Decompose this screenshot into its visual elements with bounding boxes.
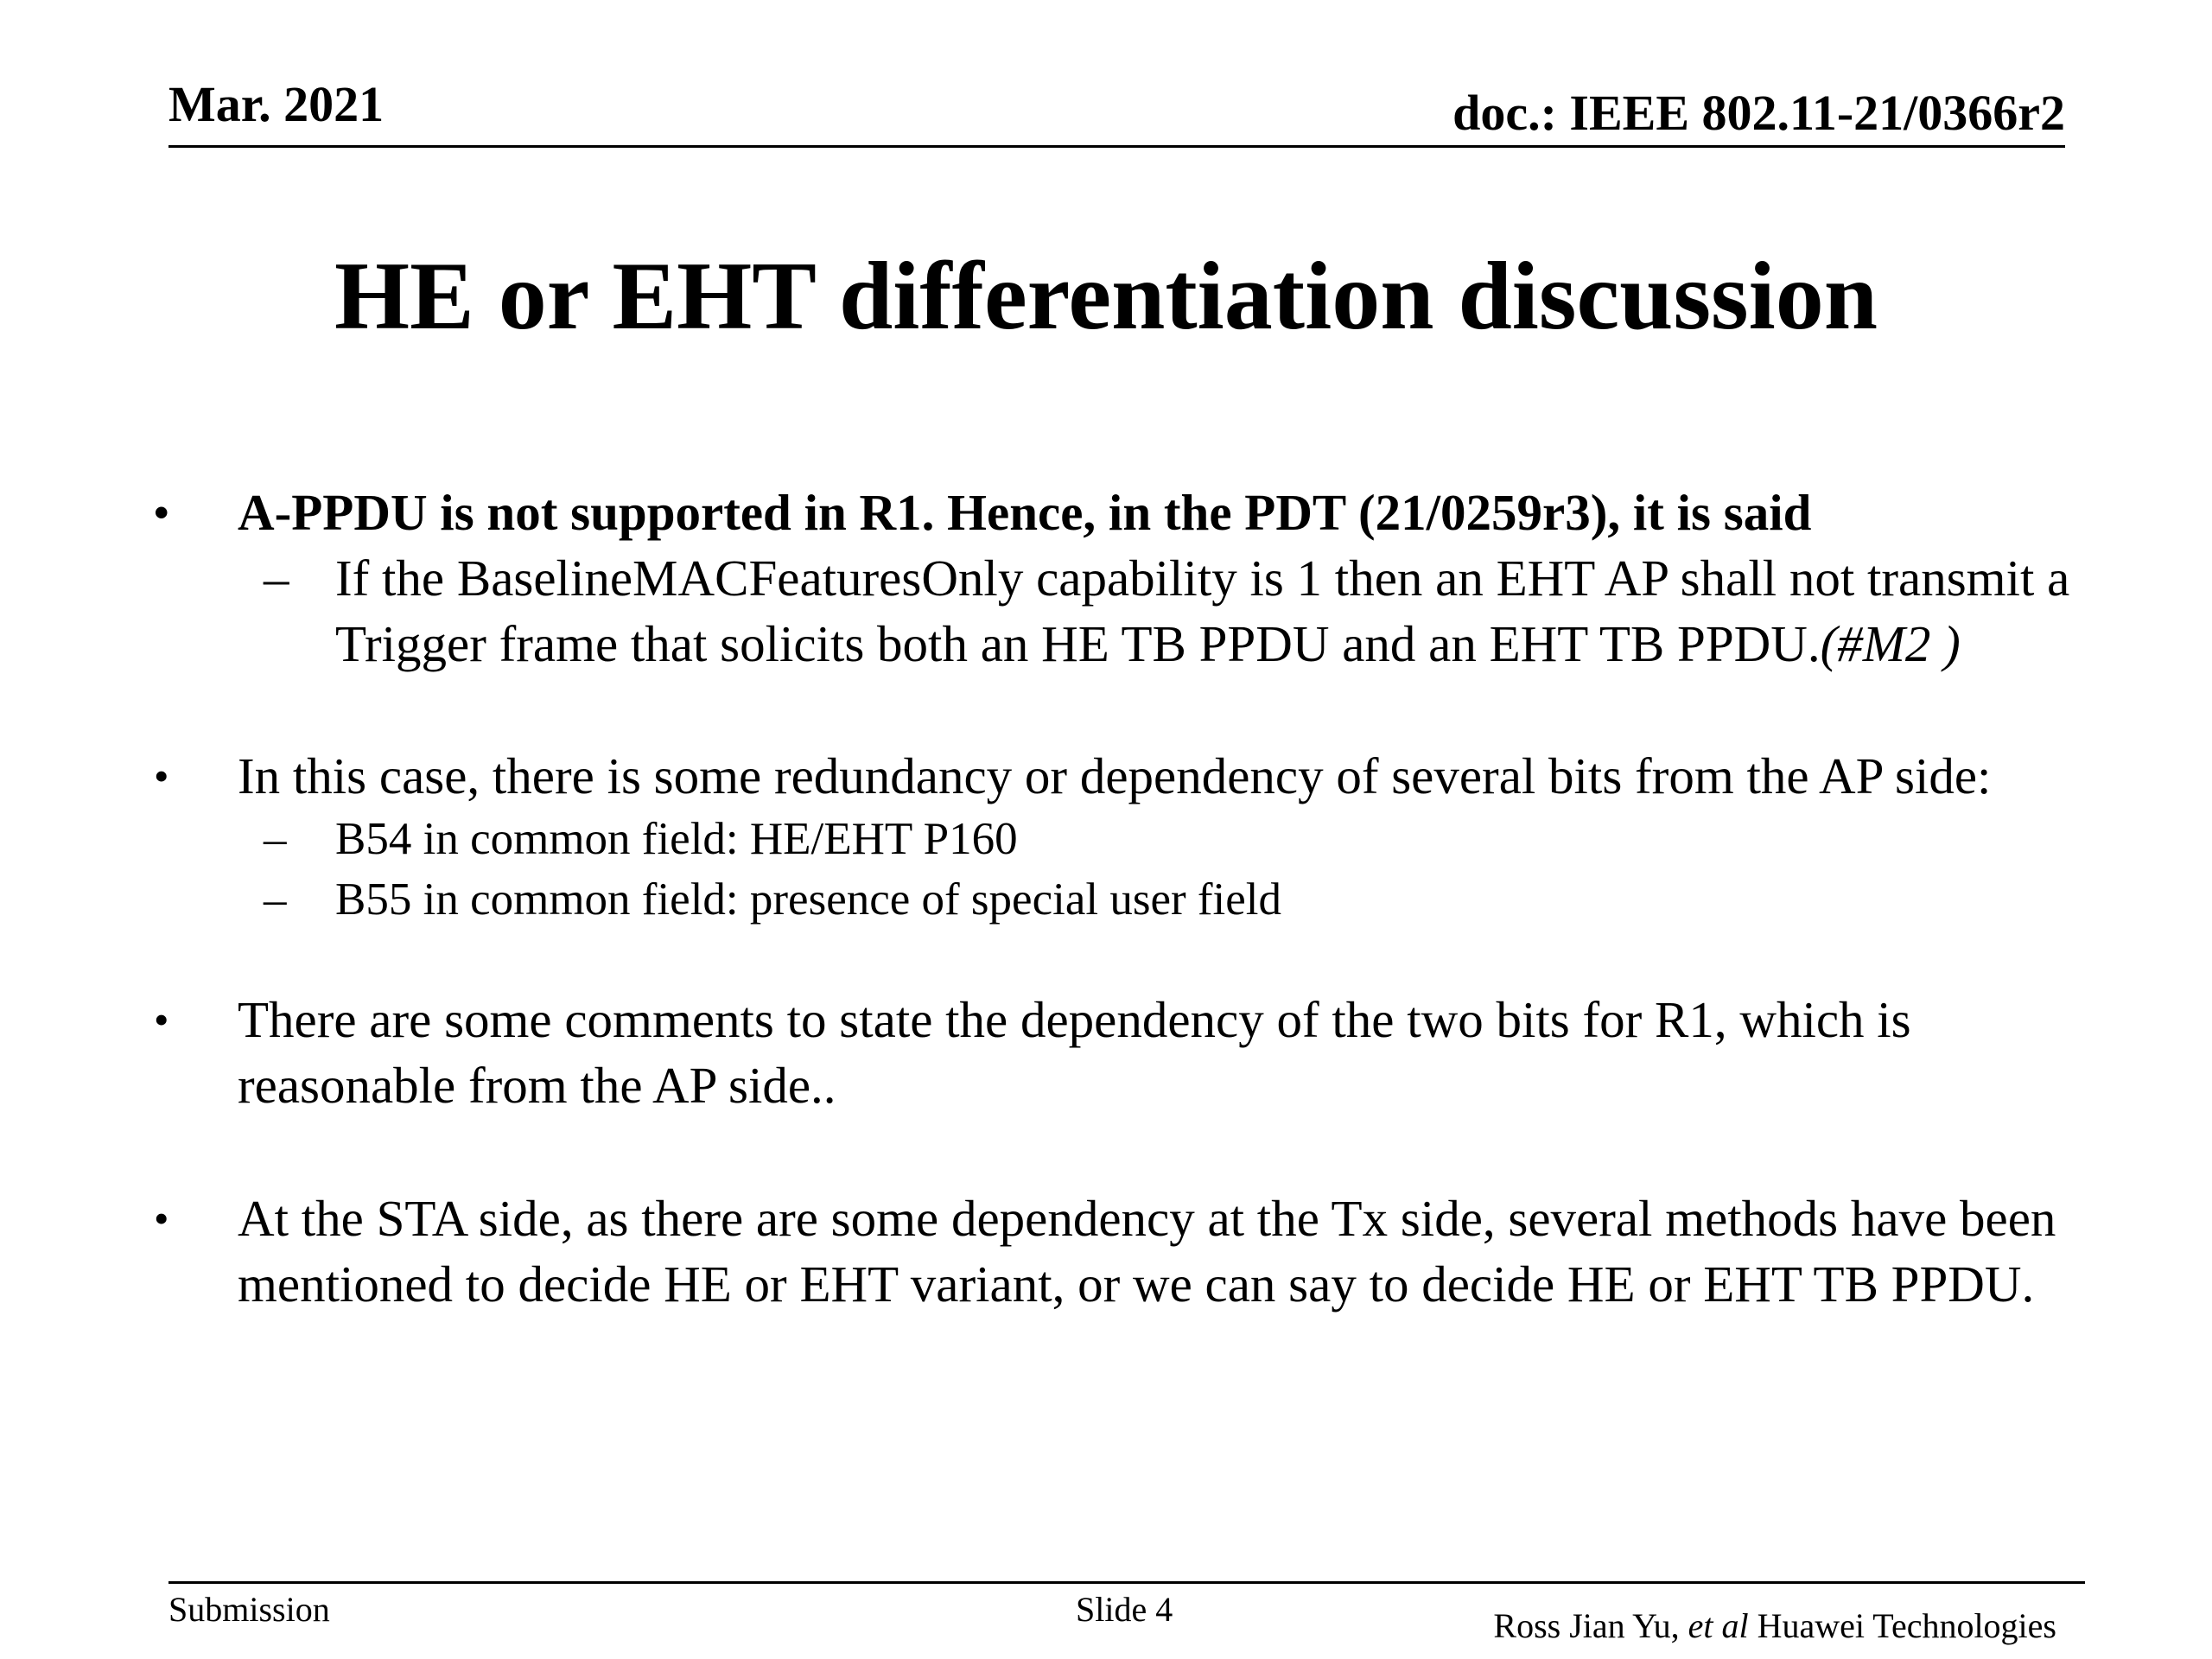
spacer bbox=[147, 1118, 2082, 1185]
header-rule bbox=[168, 145, 2065, 148]
header-doc-id: doc.: IEEE 802.11-21/0366r2 bbox=[1452, 85, 2065, 141]
bullet-2-sub-1-text: B54 in common field: HE/EHT P160 bbox=[335, 814, 1018, 864]
bullet-2-sub-2-text: B55 in common field: presence of special user field bbox=[335, 874, 1281, 925]
sub-marker: – bbox=[264, 874, 287, 925]
bullet-1-sub-1 bbox=[147, 545, 2082, 677]
bullet-1 bbox=[147, 480, 2082, 545]
footer-rule bbox=[168, 1581, 2085, 1584]
footer-author bbox=[1493, 1606, 2056, 1645]
bullet-3-text: There are some comments to state the dependency of the two bits for R1, which is reasonable from the AP side.. bbox=[238, 991, 1911, 1114]
footer-slide-number: Slide 4 bbox=[1076, 1590, 1173, 1629]
sub-marker: – bbox=[264, 814, 287, 864]
bullet-2-text: In this case, there is some redundancy or dependency of several bits from the AP side: bbox=[238, 747, 1992, 804]
footer-submission: Submission bbox=[168, 1590, 330, 1629]
bullet-2-sub-2 bbox=[147, 869, 2082, 930]
bullet-1-sub-1-tag: (#M2 ) bbox=[1820, 615, 1961, 672]
bullet-2-sub-1 bbox=[147, 809, 2082, 869]
bullet-4-text: At the STA side, as there are some dependency at the Tx side, several methods have been mentioned to decide HE or EHT variant, or we can say to decide HE or EHT TB PPDU. bbox=[238, 1190, 2056, 1313]
slide-body bbox=[147, 480, 2082, 1317]
sub-marker: – bbox=[264, 550, 289, 607]
bullet-marker: • bbox=[154, 488, 169, 537]
spacer bbox=[147, 930, 2082, 987]
bullet-3 bbox=[147, 987, 2082, 1118]
spacer bbox=[147, 677, 2082, 743]
bullet-marker: • bbox=[154, 1194, 169, 1243]
bullet-4 bbox=[147, 1185, 2082, 1317]
header-date: Mar. 2021 bbox=[168, 76, 385, 132]
footer-author-name: Ross Jian Yu, bbox=[1493, 1606, 1688, 1645]
bullet-marker: • bbox=[154, 995, 169, 1044]
footer-author-etal: et al bbox=[1688, 1606, 1749, 1645]
bullet-1-text: A-PPDU is not supported in R1. Hence, in the PDT (21/0259r3), it is said bbox=[238, 484, 1812, 541]
bullet-marker: • bbox=[154, 752, 169, 800]
footer-company: Huawei Technologies bbox=[1748, 1606, 2056, 1645]
bullet-1-sub-1-text: If the BaselineMACFeaturesOnly capability is 1 then an EHT AP shall not transmit a Trigger frame that solicits both an HE TB PPDU and an EHT TB PPDU. bbox=[335, 550, 2070, 672]
bullet-2 bbox=[147, 743, 2082, 809]
slide-title: HE or EHT differentiation discussion bbox=[334, 243, 1878, 350]
